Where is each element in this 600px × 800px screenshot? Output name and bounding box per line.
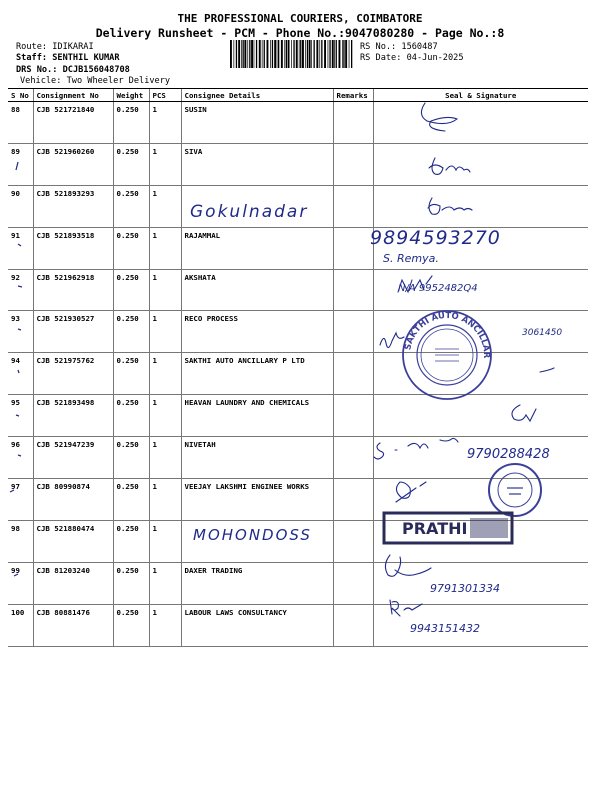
row-consignee: SUSIN	[181, 102, 333, 144]
col-header-consignee: Consignee Details	[181, 89, 333, 102]
table-row	[8, 562, 588, 604]
barcode-bar	[254, 40, 255, 68]
row-sno: 99	[8, 562, 33, 604]
row-seal-signature	[373, 102, 588, 144]
barcode-bar	[244, 40, 246, 68]
staff-label: Staff:	[16, 53, 48, 63]
barcode-bar	[281, 40, 283, 68]
row-pcs: 1	[149, 520, 181, 562]
row-weight: 0.250	[113, 479, 149, 521]
barcode-bar	[307, 40, 308, 68]
row-weight: 0.250	[113, 353, 149, 395]
barcode-bar	[238, 40, 240, 68]
barcode-bar	[342, 40, 343, 68]
barcode-bar	[288, 40, 290, 68]
row-remarks	[333, 185, 373, 227]
handwriting-row90-name: Gokulnadar	[190, 202, 309, 222]
row-weight: 0.250	[113, 269, 149, 311]
row-pcs: 1	[149, 143, 181, 185]
row-consignee: RAJAMMAL	[181, 227, 333, 269]
row-consignment-no: CJB 521960260	[33, 143, 113, 185]
row-weight: 0.250	[113, 604, 149, 646]
barcode-bar	[300, 40, 301, 68]
rs-no-label: RS No.:	[360, 42, 397, 52]
row-remarks	[333, 102, 373, 144]
drs-value: DCJB156048708	[62, 65, 130, 75]
row-consignment-no: CJB 521880474	[33, 520, 113, 562]
row-remarks	[333, 604, 373, 646]
row-seal-signature	[373, 520, 588, 562]
barcode-bar	[243, 40, 244, 68]
barcode-bar	[272, 40, 273, 68]
barcode-bar	[319, 40, 320, 68]
row-consignment-no: CJB 521721840	[33, 102, 113, 144]
row-seal-signature	[373, 269, 588, 311]
row-consignment-no: CJB 80881476	[33, 604, 113, 646]
table-header-row	[8, 89, 588, 102]
row-sno: 90	[8, 185, 33, 227]
row-weight: 0.250	[113, 227, 149, 269]
row-remarks	[333, 227, 373, 269]
table-row	[8, 604, 588, 646]
row-weight: 0.250	[113, 395, 149, 437]
row-remarks	[333, 520, 373, 562]
rs-date-label: RS Date:	[360, 53, 402, 63]
row-seal-signature	[373, 562, 588, 604]
table-row	[8, 479, 588, 521]
row-pcs: 1	[149, 227, 181, 269]
barcode-bar	[262, 40, 263, 68]
row-remarks	[333, 395, 373, 437]
row-seal-signature	[373, 311, 588, 353]
handwriting-row99-phone: 9791301334	[430, 582, 500, 595]
col-header-remarks: Remarks	[333, 89, 373, 102]
table-row	[8, 143, 588, 185]
table-row	[8, 395, 588, 437]
barcode-bar	[284, 40, 285, 68]
row-remarks	[333, 479, 373, 521]
row-seal-signature	[373, 395, 588, 437]
table-row	[8, 311, 588, 353]
row-consignee: AKSHATA	[181, 269, 333, 311]
barcode-bar	[277, 40, 278, 68]
table-row	[8, 269, 588, 311]
row-weight: 0.250	[113, 520, 149, 562]
barcode-bar	[270, 40, 271, 68]
barcode-bar	[296, 40, 298, 68]
rs-date-value: 04-Jun-2025	[406, 53, 464, 63]
barcode-bar	[236, 40, 237, 68]
barcode-bar	[230, 40, 232, 68]
barcode-bar	[247, 40, 248, 68]
row-weight: 0.250	[113, 143, 149, 185]
barcode-bar	[309, 40, 311, 68]
row-consignee: HEAVAN LAUNDRY AND CHEMICALS	[181, 395, 333, 437]
barcode-bar	[351, 40, 352, 68]
col-header-seal-signature: Seal & Signature	[373, 89, 588, 102]
row-consignee: SIVA	[181, 143, 333, 185]
handwriting-row93-note: 3061450	[522, 328, 563, 338]
row-weight: 0.250	[113, 562, 149, 604]
route-value: IDIKARAI	[52, 42, 94, 52]
row-pcs: 1	[149, 562, 181, 604]
row-consignee: DAXER TRADING	[181, 562, 333, 604]
barcode-bar	[349, 40, 350, 68]
row-sno: 96	[8, 437, 33, 479]
runsheet-table	[8, 88, 588, 647]
row-remarks	[333, 311, 373, 353]
barcode-bar	[332, 40, 334, 68]
row-weight: 0.250	[113, 311, 149, 353]
row-consignment-no: CJB 80990874	[33, 479, 113, 521]
table-row	[8, 520, 588, 562]
row-sno: 100	[8, 604, 33, 646]
barcode-bar	[259, 40, 261, 68]
rs-no-value: 1560487	[401, 42, 438, 52]
table-row	[8, 353, 588, 395]
drs-label: DRS No.:	[16, 65, 58, 75]
row-pcs: 1	[149, 353, 181, 395]
row-sno: 93	[8, 311, 33, 353]
row-consignee: RECO PROCESS	[181, 311, 333, 353]
row-consignee: NIVETAH	[181, 437, 333, 479]
row-pcs: 1	[149, 395, 181, 437]
row-sno: 89	[8, 143, 33, 185]
barcode-bar	[241, 40, 242, 68]
handwriting-row92-note: N/A 9952482Q4	[398, 283, 478, 294]
row-remarks	[333, 269, 373, 311]
barcode-bar	[334, 40, 335, 68]
barcode-bar	[234, 40, 235, 68]
row-seal-signature	[373, 185, 588, 227]
row-pcs: 1	[149, 437, 181, 479]
barcode-bar	[278, 40, 279, 68]
barcode-bar	[264, 40, 265, 68]
row-remarks	[333, 437, 373, 479]
table-row	[8, 437, 588, 479]
barcode-bar	[343, 40, 344, 68]
row-seal-signature	[373, 143, 588, 185]
row-consignment-no: CJB 521893498	[33, 395, 113, 437]
handwriting-row100-phone: 9943151432	[410, 622, 480, 635]
vehicle-line	[20, 76, 170, 86]
runsheet-body	[8, 102, 588, 647]
barcode-bar	[316, 40, 318, 68]
col-header-weight: Weight	[113, 89, 149, 102]
table-row	[8, 102, 588, 144]
barcode-bar	[251, 40, 253, 68]
barcode-bar	[345, 40, 347, 68]
runsheet-subtitle: Delivery Runsheet - PCM - Phone No.:9047080280 - Page No.:8	[95, 26, 505, 40]
row-consignee	[181, 185, 333, 227]
row-sno: 94	[8, 353, 33, 395]
col-header-sno: S No	[8, 89, 33, 102]
row-sno: 92	[8, 269, 33, 311]
staff-line	[16, 53, 120, 63]
row-seal-signature	[373, 437, 588, 479]
row-sno: 91	[8, 227, 33, 269]
handwriting-row96-phone: 9790288428	[467, 447, 550, 462]
row-consignment-no: CJB 521893293	[33, 185, 113, 227]
row-pcs: 1	[149, 102, 181, 144]
row-pcs: 1	[149, 185, 181, 227]
barcode-bar	[249, 40, 250, 68]
barcode-bar	[267, 40, 269, 68]
row-consignment-no: CJB 521930527	[33, 311, 113, 353]
row-remarks	[333, 562, 373, 604]
barcode-bar	[293, 40, 294, 68]
row-seal-signature	[373, 479, 588, 521]
col-header-consignment: Consignment No	[33, 89, 113, 102]
rs-date-line	[360, 53, 464, 63]
row-sno: 98	[8, 520, 33, 562]
barcode-bar	[256, 40, 257, 68]
row-consignment-no: CJB 521947239	[33, 437, 113, 479]
table-row	[8, 185, 588, 227]
handwriting-row91-name: S. Remya.	[383, 252, 439, 265]
row-remarks	[333, 353, 373, 395]
barcode-bar	[286, 40, 287, 68]
vehicle-value: Two Wheeler Delivery	[66, 76, 171, 86]
barcode-bar	[305, 40, 306, 68]
drs-line	[16, 65, 130, 75]
row-seal-signature	[373, 353, 588, 395]
row-consignee: SAKTHI AUTO ANCILLARY P LTD	[181, 353, 333, 395]
barcode-bar	[291, 40, 292, 68]
row-consignee: VEEJAY LAKSHMI ENGINEE WORKS	[181, 479, 333, 521]
barcode-bar	[329, 40, 330, 68]
barcode-bar	[274, 40, 276, 68]
barcode-bar	[321, 40, 322, 68]
row-seal-signature	[373, 227, 588, 269]
seal-text: SAKTHI AUTO ANCILLARY PVT. LTD	[403, 310, 492, 358]
row-consignee	[181, 520, 333, 562]
stamp-text-prathi: PRATHI	[402, 519, 468, 538]
staff-value: SENTHIL KUMAR	[52, 53, 120, 63]
barcode-bar	[328, 40, 329, 68]
barcode-bar	[336, 40, 337, 68]
rs-no-line	[360, 42, 438, 52]
route-line	[16, 42, 94, 52]
row-consignee: LABOUR LAWS CONSULTANCY	[181, 604, 333, 646]
row-consignment-no: CJB 81203240	[33, 562, 113, 604]
row-remarks	[333, 143, 373, 185]
col-header-pcs: PCS	[149, 89, 181, 102]
barcode-bar	[324, 40, 326, 68]
barcode-bar	[302, 40, 304, 68]
handwriting-row98-name: MOHONDOSS	[193, 526, 312, 544]
row-pcs: 1	[149, 479, 181, 521]
row-weight: 0.250	[113, 185, 149, 227]
row-sno: 95	[8, 395, 33, 437]
row-sno: 97	[8, 479, 33, 521]
barcode-bar	[311, 40, 312, 68]
barcode-bar	[314, 40, 315, 68]
barcode	[230, 40, 354, 68]
vehicle-label: Vehicle:	[20, 76, 62, 86]
table-row	[8, 227, 588, 269]
company-title: THE PROFESSIONAL COURIERS, COIMBATORE	[177, 12, 423, 25]
row-pcs: 1	[149, 604, 181, 646]
route-label: Route:	[16, 42, 48, 52]
barcode-bar	[339, 40, 341, 68]
row-pcs: 1	[149, 269, 181, 311]
row-sno: 88	[8, 102, 33, 144]
row-weight: 0.250	[113, 437, 149, 479]
row-consignment-no: CJB 521975762	[33, 353, 113, 395]
handwriting-row91-phone: 9894593270	[370, 227, 501, 249]
row-weight: 0.250	[113, 102, 149, 144]
row-seal-signature	[373, 604, 588, 646]
row-consignment-no: CJB 521962918	[33, 269, 113, 311]
row-consignment-no: CJB 521893518	[33, 227, 113, 269]
barcode-bar	[299, 40, 300, 68]
row-pcs: 1	[149, 311, 181, 353]
